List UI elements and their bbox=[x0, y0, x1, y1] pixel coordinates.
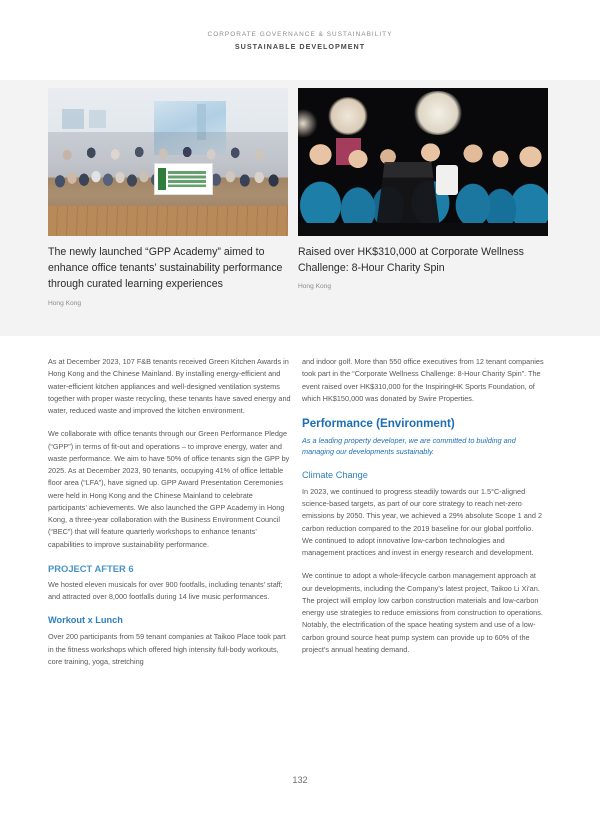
heading-performance-environment: Performance (Environment) bbox=[302, 417, 455, 430]
caption-charity-spin bbox=[298, 244, 546, 292]
paragraph-climate-targets: In 2023, we continued to progress steadily towards our 1.5°C-aligned science-based targets, as part of our core strategy to reach net-zero emissions by 2050. This year, we achieved a 29% absolute Scope 1 and 2 carbon reduction compared to the 2019 baseline for our global portfolio. We continued to adopt innovative low-carbon technologies and management practices and invest in energy research and development. bbox=[302, 486, 543, 558]
photo-rider-leg bbox=[436, 165, 459, 195]
gpp-academy-group-photo bbox=[48, 88, 288, 236]
body-column-left bbox=[48, 356, 292, 668]
caption-location: Hong Kong bbox=[48, 299, 81, 307]
paragraph-whole-lifecycle-carbon: We continue to adopt a whole-lifecycle carbon management approach at our developments, including the Company’s latest project, Taikoo Li Xi’an. The project will employ low carbon construction materials and low-carbon energy use strategies to reduce emissions from construction to operations. Notably, the electrification of the space heating system and use of a low-carbon ground source heat pump system can provide up to 60% of the project’s annual heating demand. bbox=[302, 571, 543, 654]
heading-project-after-6: PROJECT AFTER 6 bbox=[48, 562, 134, 574]
running-head bbox=[0, 30, 600, 52]
paragraph-green-kitchen-awards: As at December 2023, 107 F&B tenants received Green Kitchen Awards in Hong Kong and the Chinese Mainland. By installing energy-efficient and water-efficient kitchen appliances and well-designed ventilation systems together with proper waste recycling, these tenants have saved energy and water, reduced waste and improved the kitchen environment. bbox=[48, 357, 291, 415]
photo-gpp-sign-text-lines bbox=[168, 171, 206, 187]
paragraph-green-performance-pledge: We collaborate with office tenants through our Green Performance Pledge (“GPP”) in terms of fit-out and operations – to improve energy, water and waste performance. We aim to have 50% of office tenants sign the GPP by 2025. As at December 2023, 90 tenants, occupying 41% of office lettable floor area (“LFA”), have signed up. GPP Award Presentation Ceremonies were held in Hong Kong and the Chinese Mainland to celebrate participants’ achievements. We also launched the GPP Academy in Hong Kong, a three-year collaboration with the Business Environment Council (“BEC”) that will feature quarterly workshops to enhance tenants’ capabilities to improve sustainability performance. bbox=[48, 429, 290, 549]
page-number: 132 bbox=[292, 775, 308, 785]
caption-title: Raised over HK$310,000 at Corporate Wellness Challenge: 8-Hour Charity Spin bbox=[298, 246, 524, 275]
photo-gpp-sign-face bbox=[158, 168, 209, 190]
caption-gpp-academy bbox=[48, 244, 290, 309]
running-head-section: CORPORATE GOVERNANCE & SUSTAINABILITY bbox=[207, 31, 393, 38]
photo-wall-panel-a bbox=[62, 109, 84, 130]
heading-climate-change: Climate Change bbox=[302, 469, 368, 480]
paragraph-workout-x-lunch: Over 200 participants from 59 tenant companies at Taikoo Place took part in the fitness workshops which offered high intensity full-body workouts, core training, yoga, stretching bbox=[48, 632, 286, 666]
body-column-right bbox=[302, 356, 546, 656]
heading-workout-x-lunch: Workout x Lunch bbox=[48, 615, 123, 626]
photo-wall-panel-b bbox=[89, 110, 106, 128]
paragraph-wellness-challenge-continued: and indoor golf. More than 550 office executives from 12 tenant companies took part in the “Corporate Wellness Challenge: 8-Hour Charity Spin”. The event raised over HK$310,000 for the InspiringHK Sports Foundation, of which HK$150,000 was donated by Swire Properties. bbox=[302, 357, 544, 403]
running-head-title: SUSTAINABLE DEVELOPMENT bbox=[234, 42, 366, 51]
caption-title: The newly launched “GPP Academy” aimed to enhance office tenants’ sustainability performance through curated learning experiences bbox=[48, 246, 283, 291]
photo-stage-floor bbox=[298, 223, 548, 236]
photo-wood-floor bbox=[48, 206, 288, 236]
photo-gpp-sign bbox=[154, 163, 214, 195]
subtitle-performance-environment: As a leading property developer, we are committed to building and managing our developments sustainably. bbox=[302, 436, 516, 457]
charity-spin-photo bbox=[298, 88, 548, 236]
paragraph-project-after-6: We hosted eleven musicals for over 900 footfalls, including tenants’ staff; and attracted over 8,000 footfalls during 14 live music performances. bbox=[48, 579, 283, 601]
caption-location: Hong Kong bbox=[298, 283, 331, 291]
